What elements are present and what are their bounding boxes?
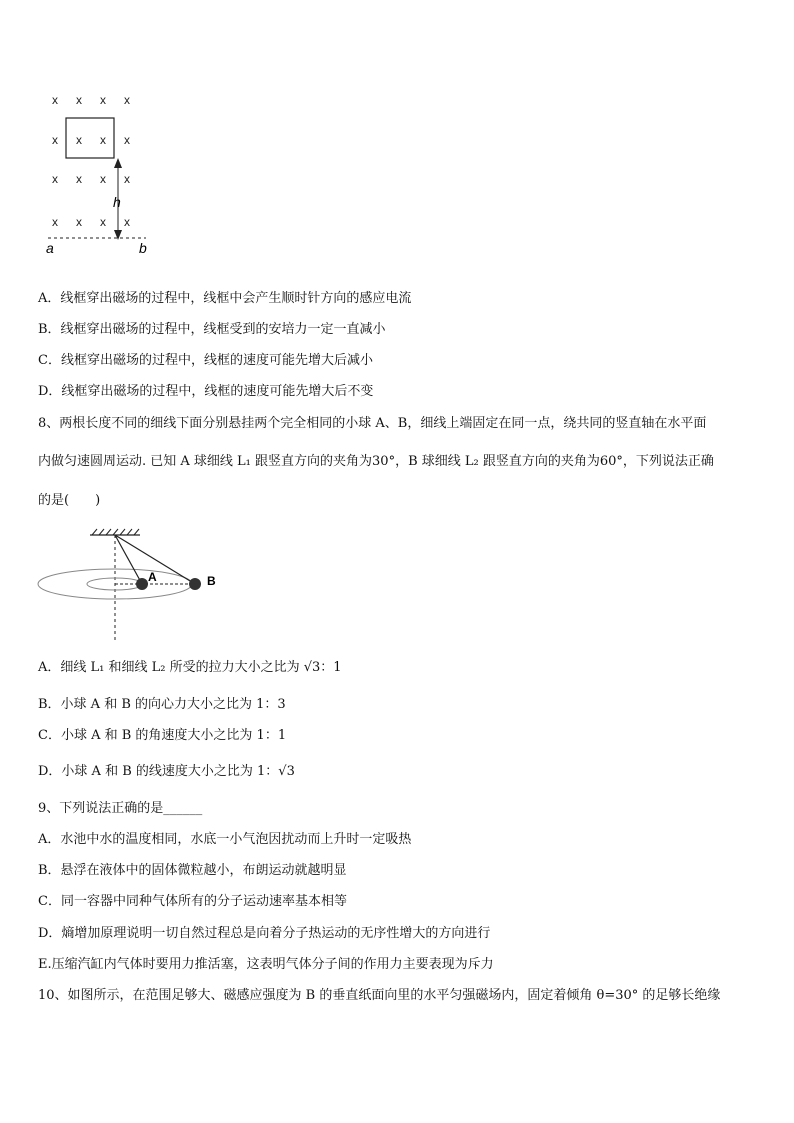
- q7-option-d: D．线框穿出磁场的过程中，线框的速度可能先增大后不变: [38, 384, 374, 399]
- cross: x: [52, 215, 58, 229]
- q7-option-c: C．线框穿出磁场的过程中，线框的速度可能先增大后减小: [38, 353, 373, 368]
- cross: x: [76, 93, 82, 107]
- h-label: h: [113, 194, 121, 210]
- h-arrow-up: [114, 158, 122, 168]
- ball-a: [136, 578, 148, 590]
- cross: x: [76, 172, 82, 186]
- cross: x: [76, 215, 82, 229]
- q8-option-d: D．小球 A 和 B 的线速度大小之比为 1：√3: [38, 764, 295, 779]
- q9-stem: 9、下列说法正确的是______: [38, 801, 203, 816]
- cross: x: [100, 133, 106, 147]
- ball-b: [189, 578, 201, 590]
- frame-magnetic-field-figure: [0, 80, 794, 350]
- string-l1: [115, 535, 142, 584]
- q8-stem-line2: 内做匀速圆周运动. 已知 A 球细线 L₁ 跟竖直方向的夹角为30°，B 球细线 L₂ 跟竖直方向的夹角为60°，下列说法正确: [38, 454, 714, 469]
- ceiling-hatch: [92, 529, 139, 535]
- q8-option-a: A．细线 L₁ 和细线 L₂ 所受的拉力大小之比为 √3：1: [38, 660, 342, 675]
- cross: x: [52, 172, 58, 186]
- cross: x: [100, 215, 106, 229]
- q9-option-a: A．水池中水的温度相同，水底一小气泡因扰动而上升时一定吸热: [38, 832, 412, 847]
- q9-option-d: D．熵增加原理说明一切自然过程总是向着分子热运动的无序性增大的方向进行: [38, 926, 491, 941]
- ball-a-label: A: [148, 570, 157, 584]
- q8-stem-line3: 的是( ): [38, 493, 101, 508]
- q7-option-a: A．线框穿出磁场的过程中，线框中会产生顺时针方向的感应电流: [38, 291, 412, 306]
- q9-option-b: B．悬浮在液体中的固体微粒越小，布朗运动就越明显: [38, 863, 347, 878]
- cross: x: [124, 215, 130, 229]
- b-label: b: [139, 240, 147, 256]
- cross: x: [52, 93, 58, 107]
- q10-stem: 10、如图所示，在范围足够大、磁感应强度为 B 的垂直纸面向里的水平匀强磁场内，固定着倾角 θ=30° 的足够长绝缘: [38, 988, 721, 1003]
- cross: x: [124, 172, 130, 186]
- q8-option-b: B．小球 A 和 B 的向心力大小之比为 1：3: [38, 697, 286, 712]
- cross: x: [124, 93, 130, 107]
- cross: x: [100, 172, 106, 186]
- cross: x: [124, 133, 130, 147]
- q8-stem-line1: 8、两根长度不同的细线下面分别悬挂两个完全相同的小球 A、B，细线上端固定在同一点，绕共同的竖直轴在水平面: [38, 416, 707, 431]
- q9-option-e: E.压缩汽缸内气体时要用力推活塞，这表明气体分子间的作用力主要表现为斥力: [38, 957, 494, 972]
- cross: x: [100, 93, 106, 107]
- conical-pendulum-figure: [0, 525, 794, 645]
- cross: x: [52, 133, 58, 147]
- ball-b-label: B: [207, 574, 216, 588]
- q9-option-c: C．同一容器中同种气体所有的分子运动速率基本相等: [38, 894, 347, 909]
- a-label: a: [46, 240, 54, 256]
- wire-frame: [66, 118, 114, 158]
- q7-option-b: B．线框穿出磁场的过程中，线框受到的安培力一定一直减小: [38, 322, 386, 337]
- q8-option-c: C．小球 A 和 B 的角速度大小之比为 1：1: [38, 728, 287, 743]
- cross: x: [76, 133, 82, 147]
